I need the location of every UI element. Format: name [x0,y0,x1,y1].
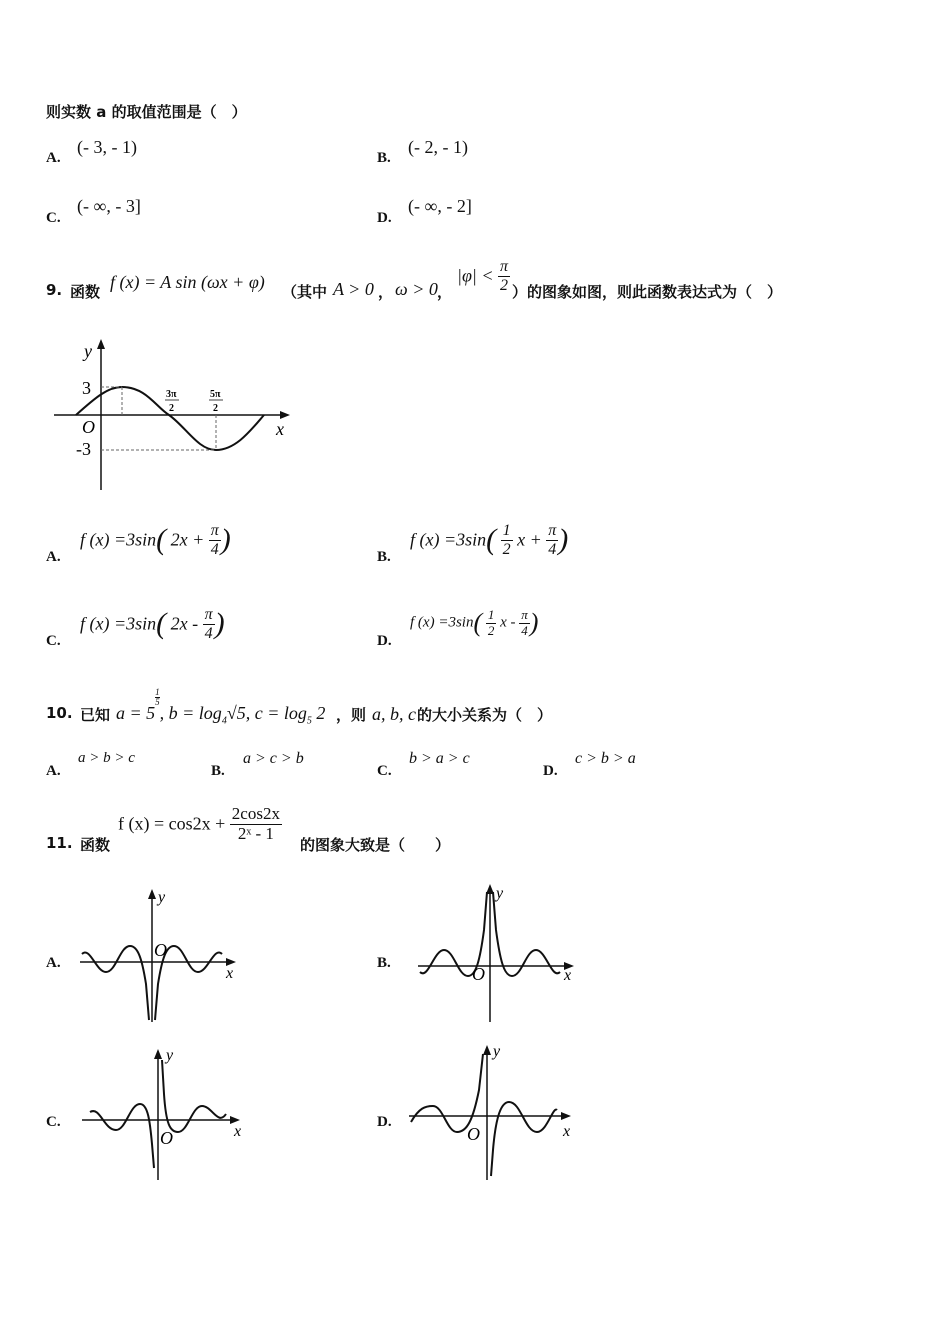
q11-denominator: 2ˣ - 1 [237,823,274,843]
q9-ymax-label: 3 [82,378,91,398]
q10-option-b: a > c > b [243,750,304,767]
q8-option-a: (- 3, - 1) [77,137,137,157]
q9-cond-phi [457,258,510,294]
q9-option-c-arg: 2x - [170,613,199,634]
q9-cond-open: （其中 [282,283,328,301]
y-arrow-icon [148,889,156,899]
q9-tick1-den: 2 [169,403,174,414]
q9-option-d-fd: 4 [521,622,528,638]
q9-option-b: f (x) =3sin( $\frac{1}{2}$ x + $\frac{\pi}{4}$ ) [410,522,569,558]
q11-option-c-label: C. [46,1114,61,1130]
q11-option-b-label: B. [377,955,391,971]
q9-x-label: x [276,419,284,439]
q10-prefix: 已知 [80,706,111,724]
q9-option-d-cn: 1 [487,607,495,623]
q11-option-a-x: x [226,965,234,982]
q10-option-c: b > a > c [409,750,470,767]
q10-sqrt5: √5 [226,703,246,723]
q10-option-c-label: C. [377,763,392,779]
q9-option-a-arg: 2x + [170,529,205,550]
q8-option-a-label: A. [46,150,61,166]
q9-option-c: f (x) =3sin( 2x - $\frac{\pi}{4}$ ) [80,606,225,642]
q9-tick1-num: 3π [166,389,177,400]
q10-expr-a: a = 5 [116,703,156,723]
q11-prefix: 函数 [80,836,111,854]
q11-option-d-curve-left [411,1054,483,1132]
q11-option-b-y: y [496,885,504,902]
q10-option-d-label: D. [543,763,558,779]
q9-option-a: f (x) =3sin( 2x + $\frac{\pi}{4}$ ) [80,522,231,558]
q11-option-a-y: y [158,889,166,906]
q9-option-d-label: D. [377,633,392,649]
q11-option-c-graph [78,1044,258,1184]
q9-option-b-cd: 2 [502,540,511,558]
q9-two: 2 [500,276,509,294]
q10-option-a-label: A. [46,763,61,779]
q10-expr-c: , c = log [245,703,307,723]
q9-option-c-label: C. [46,633,61,649]
q9-option-c-fn: π [204,606,213,623]
q11-option-d-curve-right [491,1102,557,1176]
q10-expr-end: 2 [311,703,326,723]
q11-suffix: 的图象大致是（ ） [300,836,451,854]
y-arrow-icon [154,1049,162,1059]
q10-sub4: 4 [221,715,227,727]
q9-option-a-lhs: f (x) =3sin [80,529,157,550]
q11-option-c-curve-left [90,1104,154,1168]
q9-origin: O [82,417,95,437]
q8-option-c: (- ∞, - 3] [77,196,141,216]
q11-option-a-origin: O [154,940,167,960]
q10-vars: a, b, c [372,704,416,724]
q10-expression [116,687,326,727]
q10-exp-num: 1 [155,687,160,697]
q10-option-d: c > b > a [575,750,636,767]
q9-option-b-cn: 1 [502,522,511,539]
q11-option-d-origin: O [467,1124,480,1144]
q11-option-a-graph [72,884,252,1026]
q10-suffix: 的大小关系为（ ） [417,706,553,724]
q11-option-b-origin: O [472,964,485,984]
q9-option-a-fn: π [210,522,219,539]
q9-suffix: ）的图象如图，则此函数表达式为（ ） [512,283,783,301]
q11-option-d-graph [405,1040,585,1184]
q9-ymin-label: -3 [76,439,91,459]
q9-prefix: 函数 [70,283,101,301]
q10-then: ，则 [336,706,367,724]
q11-option-a-label: A. [46,955,61,971]
q8-option-c-label: C. [46,210,61,226]
q9-option-d-fn: π [521,607,528,623]
q9-comma-1: ， [378,283,394,301]
q9-option-b-label: B. [377,549,391,565]
q9-option-d-arg: x - [500,614,516,631]
q11-option-c-curve-right [162,1060,226,1132]
q9-option-b-fn: π [548,522,557,539]
q8-option-d-label: D. [377,210,392,226]
q10-option-b-label: B. [211,763,225,779]
q9-number: 9. [46,281,63,299]
q11-option-d-x: x [563,1123,571,1140]
q9-function: f (x) = A sin (ωx + φ) [110,272,265,292]
q9-option-b-arg: x + [517,529,542,550]
x-arrow-icon [561,1112,571,1120]
q9-cond-omega: ω > 0 [395,279,438,299]
q11-option-b-x: x [564,967,572,984]
q9-option-a-fd: 4 [210,540,219,558]
q9-option-d: f (x) =3sin( $\frac{1}{2}$ x - $\frac{\pi}{4}$ ) [410,607,539,638]
q11-option-c-origin: O [160,1128,173,1148]
q9-cond-a: A > 0 [333,279,374,299]
q9-option-b-fd: 4 [548,540,557,558]
q9-option-c-lhs: f (x) =3sin [80,613,157,634]
q8-option-d: (- ∞, - 2] [408,196,472,216]
q11-option-d-y: y [493,1043,501,1060]
q10-sub5: 5 [306,715,312,727]
q11-option-b-graph [410,880,590,1026]
q9-comma-2: ， [437,283,453,301]
q11-option-d-label: D. [377,1114,392,1130]
q8-option-b: (- 2, - 1) [408,137,468,157]
q11-func-lhs: f (x) = cos2x + [118,813,226,834]
q9-y-label: y [84,341,92,361]
q11-option-c-x: x [234,1123,242,1140]
q10-number: 10. [46,704,73,722]
q11-option-a-curve-left [82,946,149,1020]
q9-option-b-lhs: f (x) =3sin [410,529,487,550]
q9-option-a-label: A. [46,549,61,565]
q9-cond-phi-lhs: |φ| < [457,265,494,286]
q11-numerator: 2cos2x [231,804,280,823]
q10-exp-den: 5 [155,697,160,707]
q10-expr-rest: , b = log [159,703,222,723]
q8-stem: 则实数 a 的取值范围是（ ） [46,103,247,121]
q9-graph [46,335,306,495]
q10-option-a: a > b > c [78,750,135,766]
q9-pi: π [500,258,509,275]
q9-tick2-num: 5π [210,389,221,400]
q11-option-c-y: y [166,1047,174,1064]
q11-option-b-curve-right [493,892,560,976]
q9-option-d-cd: 2 [487,622,495,638]
q8-option-b-label: B. [377,150,391,166]
q11-function [118,805,282,843]
q9-option-c-fd: 4 [204,624,213,642]
y-arrow-icon [483,1045,491,1055]
q11-number: 11. [46,834,73,852]
q9-tick2-den: 2 [213,403,218,414]
q9-y-arrow [97,339,105,349]
q9-x-arrow [280,411,290,419]
q9-option-d-lhs: f (x) =3sin [410,614,474,631]
